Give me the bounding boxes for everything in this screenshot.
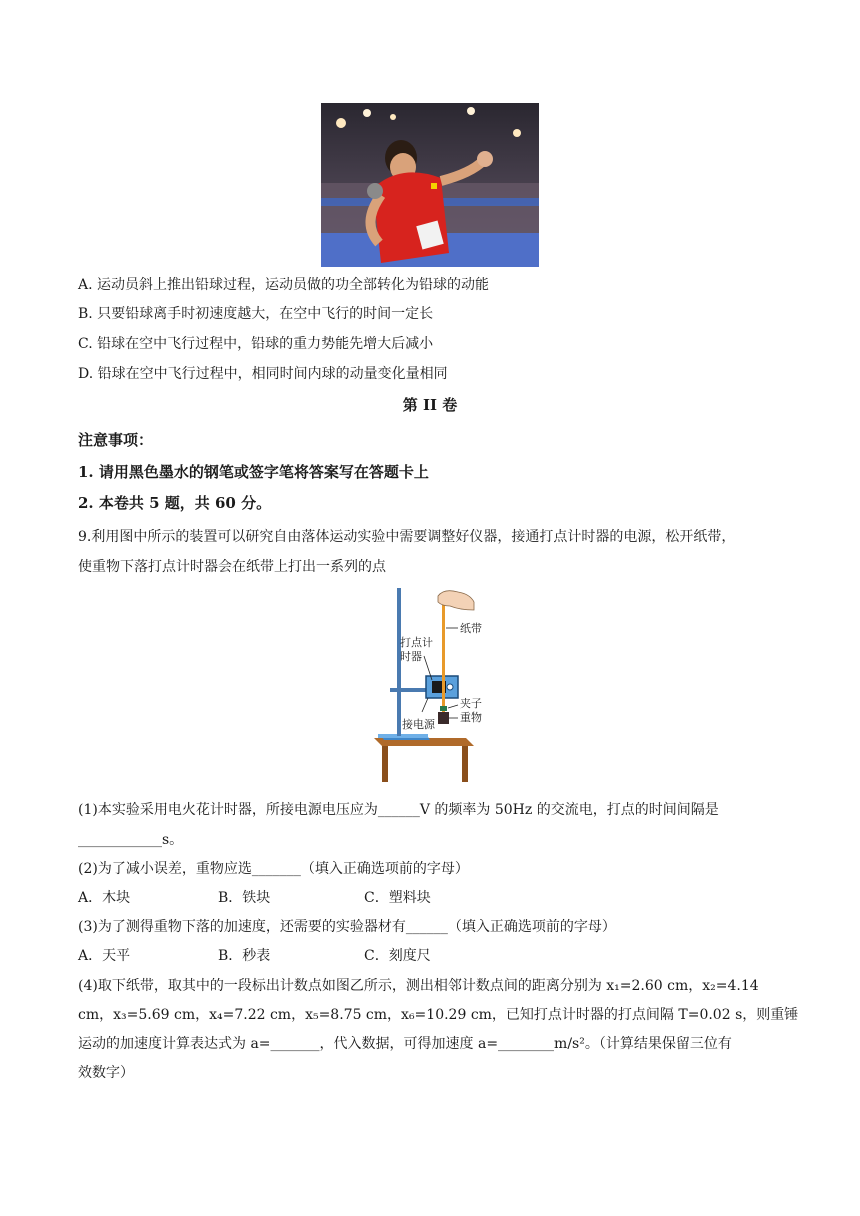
q9-sub2-options bbox=[78, 888, 431, 908]
option-c: C. 铅球在空中飞行过程中，铅球的重力势能先增大后减小 bbox=[78, 336, 434, 352]
label-timer-2: 时器 bbox=[400, 650, 422, 663]
option-d: D. 铅球在空中飞行过程中，相同时间内球的动量变化量相同 bbox=[78, 366, 448, 382]
label-clip: 夹子 bbox=[460, 697, 482, 710]
label-weight: 重物 bbox=[460, 711, 482, 724]
label-paper-tape: 纸带 bbox=[460, 622, 482, 635]
option-a: A. 运动员斜上推出铅球过程，运动员做的功全部转化为铅球的动能 bbox=[78, 277, 490, 293]
shot-put-photo-drawing bbox=[321, 103, 539, 267]
q9-sub2-option-b: B．铁块 bbox=[218, 890, 271, 906]
shot-put-photo bbox=[321, 103, 539, 267]
notes-item-2: 2. 本卷共 5 题，共 60 分。 bbox=[78, 494, 272, 512]
q9-sub2-option-c: C．塑料块 bbox=[364, 890, 431, 906]
apparatus-drawing bbox=[370, 588, 490, 784]
q9-sub1-line1: (1)本实验采用电火花计时器，所接电源电压应为______V 的频率为 50Hz 的交流电，打点的时间间隔是 bbox=[78, 802, 719, 818]
q9-sub4-line2: cm，x₃=5.69 cm，x₄=7.22 cm，x₅=8.75 cm，x₆=10.29 cm，已知打点计时器的打点间隔 T=0.02 s，则重锤 bbox=[78, 1007, 799, 1023]
section-title: 第 II 卷 bbox=[402, 396, 458, 414]
label-timer-1: 打点计 bbox=[400, 636, 433, 649]
q9-sub1-line2: ____________s。 bbox=[78, 832, 184, 848]
q9-sub3: (3)为了测得重物下落的加速度，还需要的实验器材有______（填入正确选项前的字母） bbox=[78, 919, 616, 935]
notes-heading: 注意事项： bbox=[78, 431, 154, 449]
q9-sub2: (2)为了减小误差，重物应选_______（填入正确选项前的字母） bbox=[78, 861, 469, 877]
q9-sub3-option-b: B．秒表 bbox=[218, 948, 271, 964]
q9-sub3-option-c: C．刻度尺 bbox=[364, 948, 431, 964]
label-power: 接电源 bbox=[402, 718, 435, 731]
q9-sub4-line4: 效数字） bbox=[78, 1065, 134, 1081]
q9-sub4-line1: (4)取下纸带，取其中的一段标出计数点如图乙所示，测出相邻计数点间的距离分别为 x₁=2.60 cm，x₂=4.14 bbox=[78, 978, 759, 994]
notes-item-1: 1. 请用黑色墨水的钢笔或签字笔将答案写在答题卡上 bbox=[78, 463, 429, 481]
q9-stem-line2: 使重物下落打点计时器会在纸带上打出一系列的点 bbox=[78, 559, 386, 575]
option-b: B. 只要铅球离手时初速度越大，在空中飞行的时间一定长 bbox=[78, 306, 434, 322]
q9-sub3-options bbox=[78, 946, 431, 966]
q9-stem-line1: 9.利用图中所示的装置可以研究自由落体运动实验中需要调整好仪器，接通打点计时器的电源，松开纸带， bbox=[78, 529, 736, 545]
q9-sub2-option-a: A．木块 bbox=[78, 890, 131, 906]
free-fall-apparatus-figure bbox=[370, 588, 490, 784]
q9-sub3-option-a: A．天平 bbox=[78, 948, 131, 964]
q9-sub4-line3: 运动的加速度计算表达式为 a=_______，代入数据，可得加速度 a=________m/s²。（计算结果保留三位有 bbox=[78, 1036, 732, 1052]
